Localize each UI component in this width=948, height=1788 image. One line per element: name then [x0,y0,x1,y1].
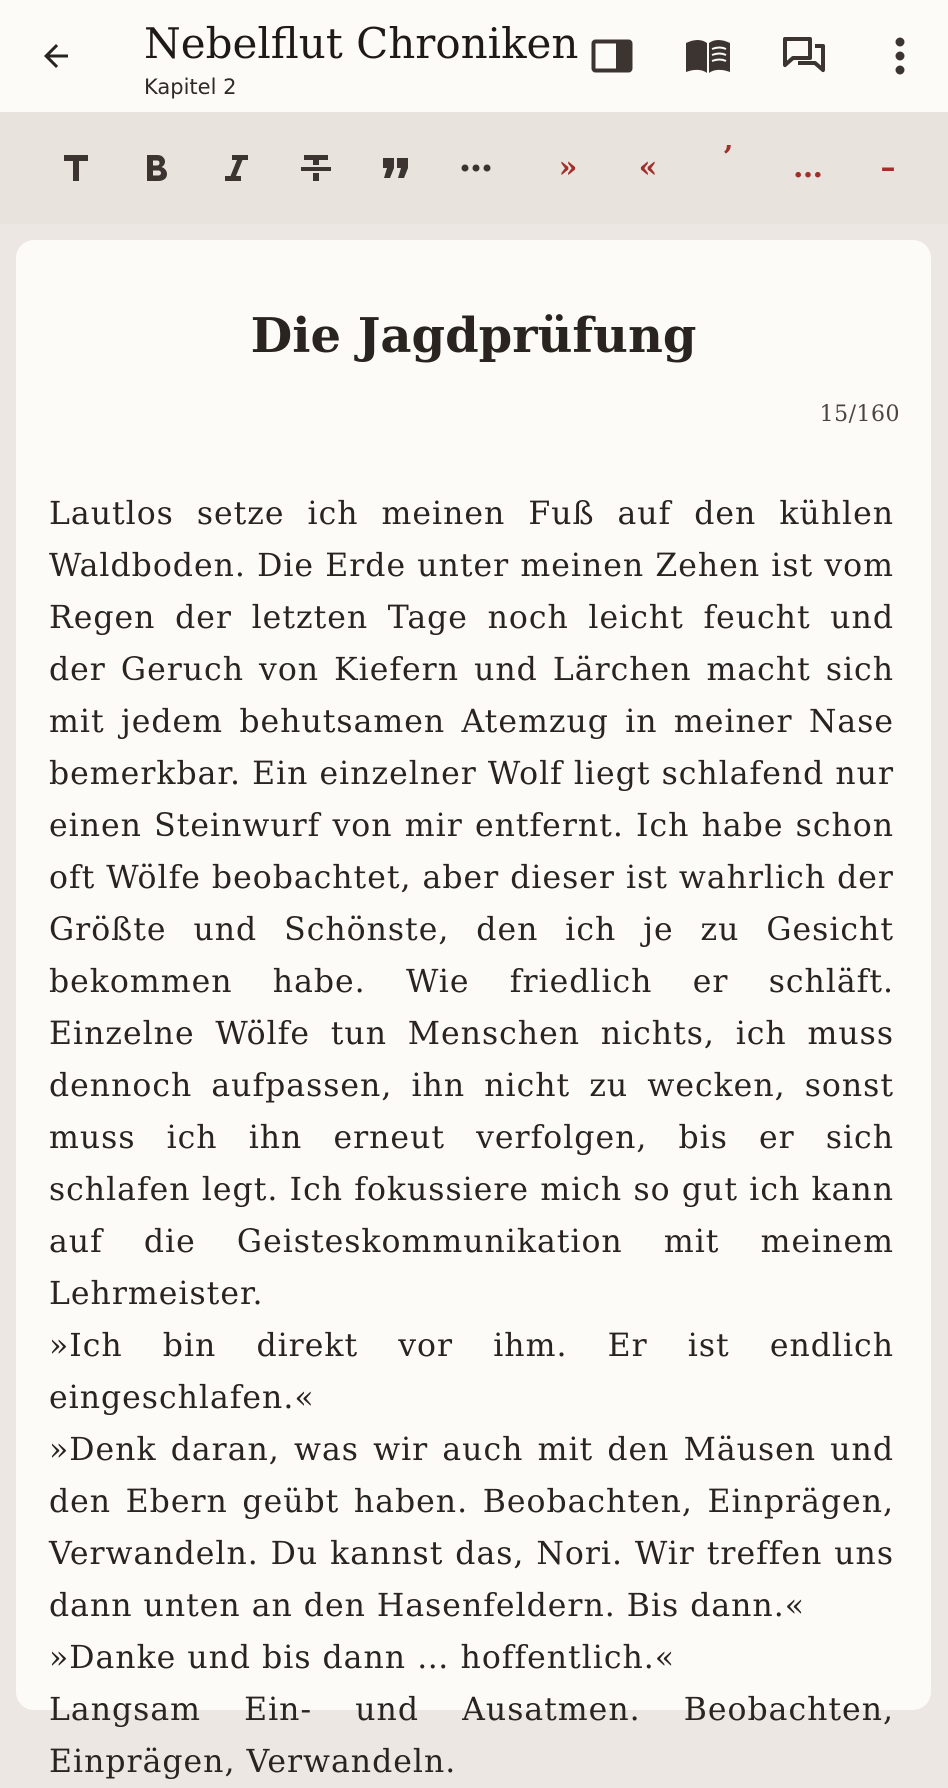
back-button[interactable] [24,24,88,88]
chapter-text-editor[interactable] [49,488,894,1788]
text-style-button[interactable] [48,140,104,196]
bold-icon [143,153,169,183]
insert-apostrophe-button[interactable] [700,140,756,196]
paragraph[interactable]: Lautlos setze ich meinen Fuß auf den kühlen Waldboden. Die Erde unter meinen Zehen ist vom Regen der letzten Tage noch leicht feucht und der Geruch von Kiefern und Lärchen macht sich mit jedem behutsamen Atemzug in meiner Nase bemerkbar. Ein einzelner Wolf liegt schlafend nur einen Steinwurf von mir entfernt. Ich habe schon oft Wölfe beobachtet, aber dieser ist wahrlich der Größte und Schönste, den ich je zu Gesicht bekommen habe. Wie friedlich er schläft. Einzelne Wölfe tun Menschen nichts, ich muss dennoch aufpassen, ihn nicht zu wecken, sonst muss ich ihn erneut verfolgen, bis er sich schlafen legt. Ich fokussiere mich so gut ich kann auf die Geisteskommunikation mit meinem Lehrmeister. [49,496,894,1312]
italic-icon [223,153,249,183]
more-options-button[interactable] [868,24,932,88]
chapter-subtitle: Kapitel 2 [144,75,237,99]
ellipsis-label: … [793,150,823,185]
insert-ellipsis-button[interactable] [780,140,836,196]
chapter-title[interactable]: Die Jagdprüfung [250,308,697,364]
read-mode-button[interactable] [676,24,740,88]
side-panel-icon [591,39,633,73]
insert-guillemet-right-button[interactable] [540,140,596,196]
paragraph[interactable]: »Ich bin direkt vor ihm. Er ist endlich eingeschlafen.« [49,1328,894,1416]
quote-button[interactable] [368,140,424,196]
insert-guillemet-left-button[interactable] [620,140,676,196]
apostrophe-label: ’ [722,140,734,175]
insert-dash-button[interactable] [860,140,916,196]
quote-icon [382,157,410,179]
more-vert-icon [894,36,906,76]
italic-button[interactable] [208,140,264,196]
editor-card [16,240,931,1780]
more-horiz-icon [461,164,491,172]
word-count: 15/160 [819,402,900,427]
more-format-button[interactable] [448,140,504,196]
guillemet-left-label: « [638,150,658,185]
paragraph[interactable]: Langsam Ein- und Ausatmen. Beobachten, Einprägen, Verwandeln. [49,1692,894,1780]
strikethrough-button[interactable] [288,140,344,196]
app-bar [0,0,948,112]
back-arrow-icon [38,38,74,74]
text-style-icon [62,153,90,183]
open-book-icon [684,37,732,75]
title-block [144,16,579,100]
comments-button[interactable] [772,24,836,88]
side-panel-button[interactable] [580,24,644,88]
chat-bubbles-icon [782,36,826,76]
paragraph[interactable]: »Danke und bis dann … hoffentlich.« [49,1640,676,1676]
format-toolbar [0,112,948,224]
guillemet-right-label: » [558,150,578,185]
dash-label: – [880,150,896,185]
bold-button[interactable] [128,140,184,196]
book-title: Nebelflut Chroniken [144,19,579,68]
strikethrough-icon [300,153,332,183]
paragraph[interactable]: »Denk daran, was wir auch mit den Mäusen und den Ebern geübt haben. Beobachten, Einprägen, Verwandeln. Du kannst das, Nori. Wir treffen uns dann unten an den Hasenfeldern. Bis dann.« [49,1432,894,1624]
